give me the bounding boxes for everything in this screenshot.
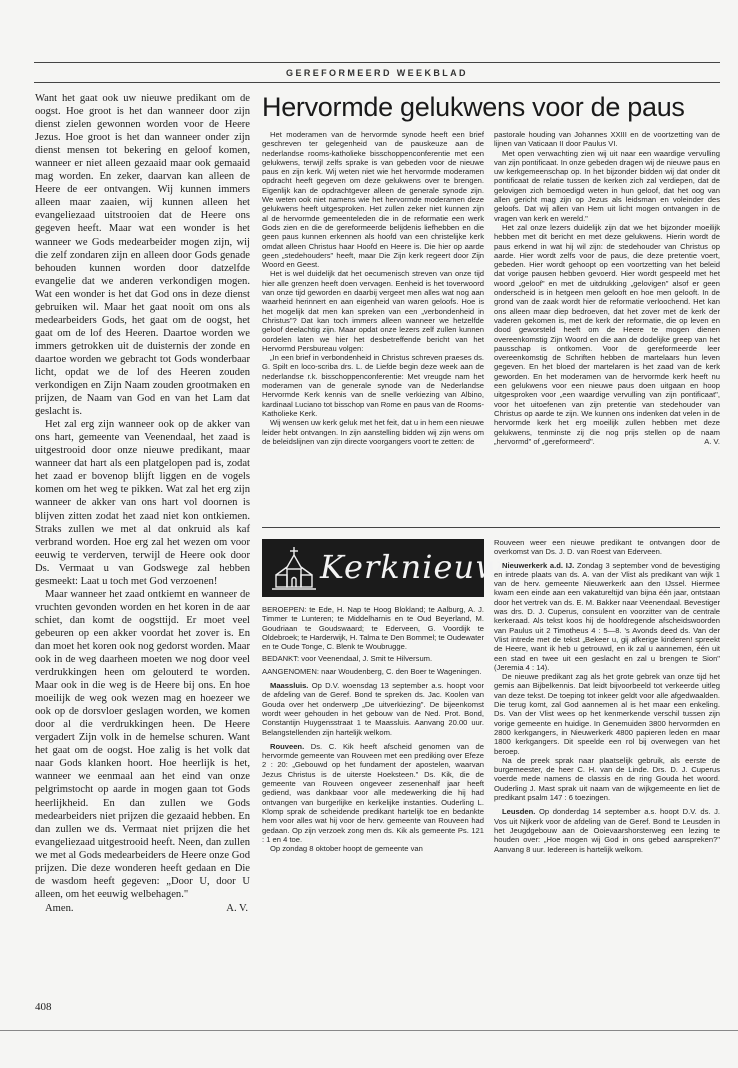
kerknieuws-column-right [494,538,720,854]
left-paragraph-3: Maar wanneer het zaad ontkiemt en wanneer de vruchten gevonden worden en het koren in de aar schiet, dan komt de oogsttijd. Er moet veel gebeuren op een akker voordat het zover is. En dan moet het koren ook nog gedorst worden. Maar ook in de weg daarheen moeten we nog door veel verdrukkingen heen om gelouterd te worden. Maar ook in die weg is de Heere bij ons. En hoe moeilijk de weg ook wezen mag en hoezeer we ook op de dorsvloer geslagen worden, we komen door al die verdrukkingen heen. De Heere vergadert Zijn volk in de hemelse schuren. Want het gaat om de oogst. Hoe zalig is het volk dat naar Gods klanken hoort. Hoe heerlijk is het, wanneer we eenmaal aan het eind van onze pelgrimstocht op aarde in mogen gaan tot Gods heerlijkheid. En dan zullen we Gods medearbeiders niet prijzen die gezaaid hebben. En dan zullen we ds. Vermaat niet prijzen die het evangeliezaad uitgestrooid heeft. Neen, dan zullen we met al Gods medearbeiders de Heere onze God prijzen. Die deze wonderen heeft gedaan en Die de wasdom heeft gegeven: „Door U, door U alleen, om het eeuwig welbehagen." [35,588,250,900]
leusden-item [494,807,720,853]
article-mid-paragraph-3: „In een brief in verbondenheid in Christus schreven praeses ds. G. Spilt en loco-scriba drs. L. de Liefde begin deze week aan de nederlandse r.k. bisschoppenconferentie: Met vreugde nam het moderamen van de generale synode van de Nederlandse Hervormde Kerk kennis van de snelle verkiezing van Albino, kardinaal Luciano tot bisschop van Rome en paus van de Rooms-Katholieke Kerk. [262,353,484,418]
nieuwerkerk-item-3: Na de preek sprak naar plaatselijk gebruik, als eerste de burgemeester, de heer C. H. van de Linde. Drs. D. J. Cuperus voerde mede namens de classis en de ring Gouda het woord. Ouderling J. Mast sprak uit naam van de wijkgemeente en liet de predikant psalm 147 : 6 toezingen. [494,755,720,803]
article-right-paragraph-2: Met open verwachting zien wij uit naar een waardige vervulling van zijn pontificaat. In onze gebeden dragen wij de nieuwe paus en uw kerkgemeenschap op. In het bijzonder bidden wij dat onder dit pontificaat de relatie tussen de kerken zich zal verdiepen, dat de gelovigen zich bemoedigd weten in hun geloof, dat het oog van allen gericht mag zijn op Jezus als leidsman en voleinder des geloofs. Dat wij allen van Hem uit licht mogen ontvangen in de vragen van kerk en wereld." [494,148,720,223]
maassluis-title: Maassluis. [270,681,309,691]
article-column-middle [262,130,484,446]
leusden-text: Op donderdag 14 september a.s. hoopt D.V. ds. J. Vos uit Nijkerk voor de afdeling van de Geref. Bond te Leusden in het Jeugdgebouw aan de Ooievaarshorsterweg een lezing te houden over: „Hoe mogen wij God in ons gebed aanspreken?" Aanvang 8 uur. Iedereen is hartelijk welkom. [494,807,720,854]
rouveen-title: Rouveen. [270,741,305,751]
aangenomen-item [262,667,484,676]
left-signature-row [35,902,250,915]
leusden-title: Leusden. [502,807,536,817]
article-mid-paragraph-4: Wij wensen uw kerk geluk met het feit, dat u in hem een nieuwe leider hebt ontvangen. In zijn aanstelling bidden wij zijn wens om de beleidslijnen van zijn directe voorgangers voort te zetten: de [262,418,485,446]
bedankt-item [262,654,484,663]
kerknieuws-banner [262,539,521,597]
article-mid-paragraph-1: Het moderamen van de hervormde synode heeft een brief geschreven ter gelegenheid van de pauskeuze aan de nederlandse rooms-katholieke bisschoppenconferentie met een gelukwens, terwijl zelfs sprake is van gebeden voor de nieuwe paus en zijn kerk. Wij weten niet wie het hervormde moderamen opdracht heeft gegeven om deze gelukwens over te brengen. Eigenlijk kan de opdrachtgever alleen de generale synode zijn. We weten ook niet namens wie het hervormde moderamen deze gelukwens heeft uitgesproken. Het zullen zeker niet kunnen zijn al de hervormde gemeenteleden die in de reformatie een werk Gods zien en die de gereformeerde belijdenis liefhebben en die geen paus kunnen erkennen als hoofd van een christelijke kerk omdat alleen Christus haar Hoofd en Heere is. Die hier op aarde geen „stedehouders" heeft, maar Die Zijn kerk regeert door Zijn Woord en Geest. [262,130,484,270]
article-right-initials: A. V. [704,436,720,446]
article-mid-paragraph-2: Het is wel duidelijk dat het oecumenisch streven van onze tijd hier alle grenzen heeft doen vervagen. Eenheid is het toverwoord van onze tijd geworden en daarbij vergeet men alles wat nog aan waarheid herinnert en aan eigenheid van waren geloofs. Hoe is het mogelijk dat men kan spreken van een „verbondenheid in Christus"? Dat kan toch immers alleen wanneer we hetzelfde geloof deelachtig zijn. Maar opdat onze lezers zelf zullen kunnen oordelen laten we hier het desbetreffende bericht van het Hervormd Persbureau volgen: [262,269,484,353]
footer-rule [0,1030,738,1031]
article-right-paragraph-3 [494,223,720,446]
rouveen-item [262,742,484,844]
article-right-paragraph-1: pastorale houding van Johannes XXIII en de voortzetting van de lijnen van Vaticaan II door Paulus VI. [494,130,720,149]
nieuwerkerk-item [494,561,720,673]
aangenomen-label: AANGENOMEN: [262,666,319,676]
left-paragraph-1: Want het gaat ook uw nieuwe predikant om de oogst. Hoe groot is het dan wanneer door zijn dienst zielen gewonnen worden voor de Heere Jezus. Hoe groot is het dan wanneer onder zijn dienst mensen tot bekering en geloof komen, wanneer er niet alleen gezaaid maar ook gemaaid mag worden. En zeker, daarvan kan alleen de Heere de eer ontvangen. Wij kunnen immers alleen maar zaaien, wij kunnen alleen het evangeliezaad uitstrooien dat de Heere ons gegeven heeft. Maar wat een wonder is het wanneer we Gods medearbeider mogen zijn, wij die zelf zondaren zijn en alleen door Gods genade behouden kunnen worden door datzelfde evangelie dat we anderen verkondigen mogen. Wat een wonder is het dat God ons in deze dienst gebruiken wil. Maar het gaat nooit om ons als medearbeiders Gods, het gaat om de oogst, het gaat om de lof des Heeren. Daartoe worden we immers getrokken uit de duisternis der zonde en daartoe worden we gebracht tot Gods wonderbaar licht, opdat we de lof des Heeren zouden verkondigen en Zijn Naam zouden grootmaken en prijzen, de Naam van God en van het Lam dat geslacht is. [35,93,250,418]
article-right-paragraph-3-text: Het zal onze lezers duidelijk zijn dat we het bijzonder moeilijk hebben met dit bericht en met deze gelukwens. Hierin wordt de paus erkend in wat hij wil zijn: de stedehouder van Christus op aarde. Hier wordt zelfs voor de paus, die deze pretentie voert, gebeden. Hier wordt gehoopt op een voortzetting van het beleid dat vorige pausen hebben gevoerd. Hier wordt gespeeld met het woord „geloof" en met de uitdrukking „gelovigen" alsof er geen onderscheid is in hetgeen men gelooft en hoe men gelooft. In de grond van de zaak wordt hier de reformatie verloochend. Het kan ons alleen maar diep bedroeven, dat het zover met de kerk der vaderen gekomen is, met de kerk der reformatie, die op leven en dood geworsteld heeft om de Heere te mogen dienen overeenkomstig Zijn Woord en die aan de dodelijke greep van het pausschap is ontkomen. Voor de gereformeerde leer overeenkomstig de Schriften hebben de martelaars hun leven gegeven. En het bloed der martelaren is het zaad van de kerk geworden. En het moderamen van de hervormde kerk heeft nu een gelukwens voor een nieuwe paus doen uitgaan en hoop uitgesproken voor „een waardige vervulling van zijn pontificaat", voor het uitoefenen van zijn pretentie van stedehouder van Christus op aarde te zijn. We kunnen ons indenken dat velen in de hervormde kerk het erg moeilijk zullen hebben met deze gelukwens, tenminste zij die nog prijs stellen op de naam „hervormd" of „gereformeerd". [494,222,720,446]
beroepen-label: BEROEPEN: [262,605,307,614]
aangenomen-text: naar Woudenberg, C. den Boer te Wageningen. [321,666,482,676]
nieuwerkerk-item-2: De nieuwe predikant zag als het grote gebrek van onze tijd het gemis aan Bijbelkennis. Dat leidt bijvoorbeeld tot verkeerde uitleg van deze tekst. De toeping tot inkeer geldt voor alle afgedwaalden. Die terug komt, zal God aannemen al is het maar een enkeling. Ds. Van der Vlist wees op het kenmerkende verschil tussen zijn vorige gemeente en huidige. In Genemuiden 3800 hervormden en 2800 kerkgangers, in Nieuwerkerk 4800 papieren leden en maar 1800 kerkgangers. Dit speelde een rol bij overwegen van het beroep. [494,672,720,756]
rouveen-text: Ds. C. Kik heeft afscheid genomen van de hervormde gemeente van Rouveen met een prediking over Efeze 2 : 20: „Gebouwd op het fundament der apostelen, waarvan Jezus Christus is de uiterste Hoeksteen." Ds. Kik, die de gemeente van Rouveen ongeveer zesenenhalf jaar heeft gediend, was dankbaar voor alle medewerking die hij had ontvangen van burgerlijke en kerkelijke instanties. Ouderling L. Klomp sprak de scheidende predikant hartelijk toe en bedankte hem voor alles wat hij voor de herv. gemeente van Rouveen had gedaan. Op zijn verzoek zong men ds. Kik als gemeente Ps. 121 : 1 en 4 toe. [262,741,484,844]
article-headline: Hervormde gelukwens voor de paus [262,92,685,122]
maassluis-item [262,681,484,737]
nieuwerkerk-text: Zondag 3 september vond de bevestiging en intrede plaats van ds. A. van der Vlist als predikant van wijk 1 van de herv. gemeente Nieuwerkerk aan den IJssel. Hiermee kwam een einde aan een vakatureltijd van bijna één jaar, ontstaan door het vertrek van ds. E. M. Bakker naar Veenendaal. Bevestiger was drs. D. J. Cuperus, consulent en voorzitter van de centrale kerkeraad. Als tekst koos hij de hoofdregende afscheidswoorden van Paulus uit 2 Timotheus 4 : 5—8. 's Avonds deed ds. Van der Vlist intrede met de tekst „Bekeer u, gij afkerige kinderen! spreekt de Heere, want ik heb u getrouwd, en ik zal u aannemen, één uit een stad en twee uit een geslacht en zal u brengen te Sion" (Jeremia 4 : 14). [494,560,720,672]
closing-amen: Amen. [45,902,74,914]
beroepen-item [262,605,484,651]
nieuwerkerk-title: Nieuwerkerk a.d. IJ. [502,560,575,570]
rouveen-item-2: Op zondag 8 oktober hoopt de gemeente van [270,844,423,854]
page-number: 408 [35,1001,52,1013]
section-separator [262,527,720,528]
rouveen-continuation: Rouveen weer een nieuwe predikant te ontvangen door de overkomst van Ds. J. D. van Roest van Ederveen. [494,538,720,557]
bedankt-text: voor Veenendaal, J. Smit te Hilversum. [301,654,433,664]
left-paragraph-2: Het zal erg zijn wanneer ook op de akker van ons hart, gemeente van Veenendaal, het zaad is uitgestrooid door onze nieuwe predikant, maar wanneer dat hart als een platgelopen pad is, zodat het zaad er bovenop blijft liggen en de vogels komen om het weg te pikken. Wat zal het erg zijn wanneer de akker van ons hart vol doornen is blijven zitten zodat het zaad niet kon ontkiemen. Straks zullen we met al dat onkruid als kaf verbrand worden. Hoe erg zal het wezen om voor eeuwig te verderven, terwijl de Heere ook door Ds. Vermaat u van Godswege zal hebben gesmeekt: Laat u toch met God verzoenen! [35,419,250,587]
masthead-rule [34,82,720,83]
church-illustration-icon [268,543,320,595]
kerknieuws-banner-title: Kerknieuws [320,548,521,586]
bedankt-label: BEDANKT: [262,654,300,664]
maassluis-text: Op D.V. woensdag 13 september a.s. hoopt voor de afdeling van de Geref. Bond te spreken ds. Jac. Koolen van Gouda over het onderwerp „De uitverkiezing". De bijeenkomst wordt weer gehouden in het gebouw van de Ned. Prot. Bond, Constantijn Huygensstraat 1 te Maassluis. Aanvang 20.00 uur. Belangstellenden zijn hartelijk welkom. [262,681,484,737]
left-initials: A. V. [226,902,248,914]
masthead: GEREFORMEERD WEEKBLAD [286,68,468,78]
article-column-right [494,130,720,446]
left-column [35,92,250,915]
kerknieuws-column-middle [262,605,484,853]
beroepen-text: te Ede, H. Nap te Hoog Blokland; te Aalburg, A. J. Timmer te Lunteren; te Middelharnis en te Oud Beyerland, M. Goudriaan te Goudswaard; te Ederveen, G. Voordijk te Oldebroek; te Harderwijk, H. Talma te Den Bommel; te Oudewater en te Oude Tonge, C. Blenk te Woubrugge. [262,605,484,652]
top-rule [34,62,720,63]
